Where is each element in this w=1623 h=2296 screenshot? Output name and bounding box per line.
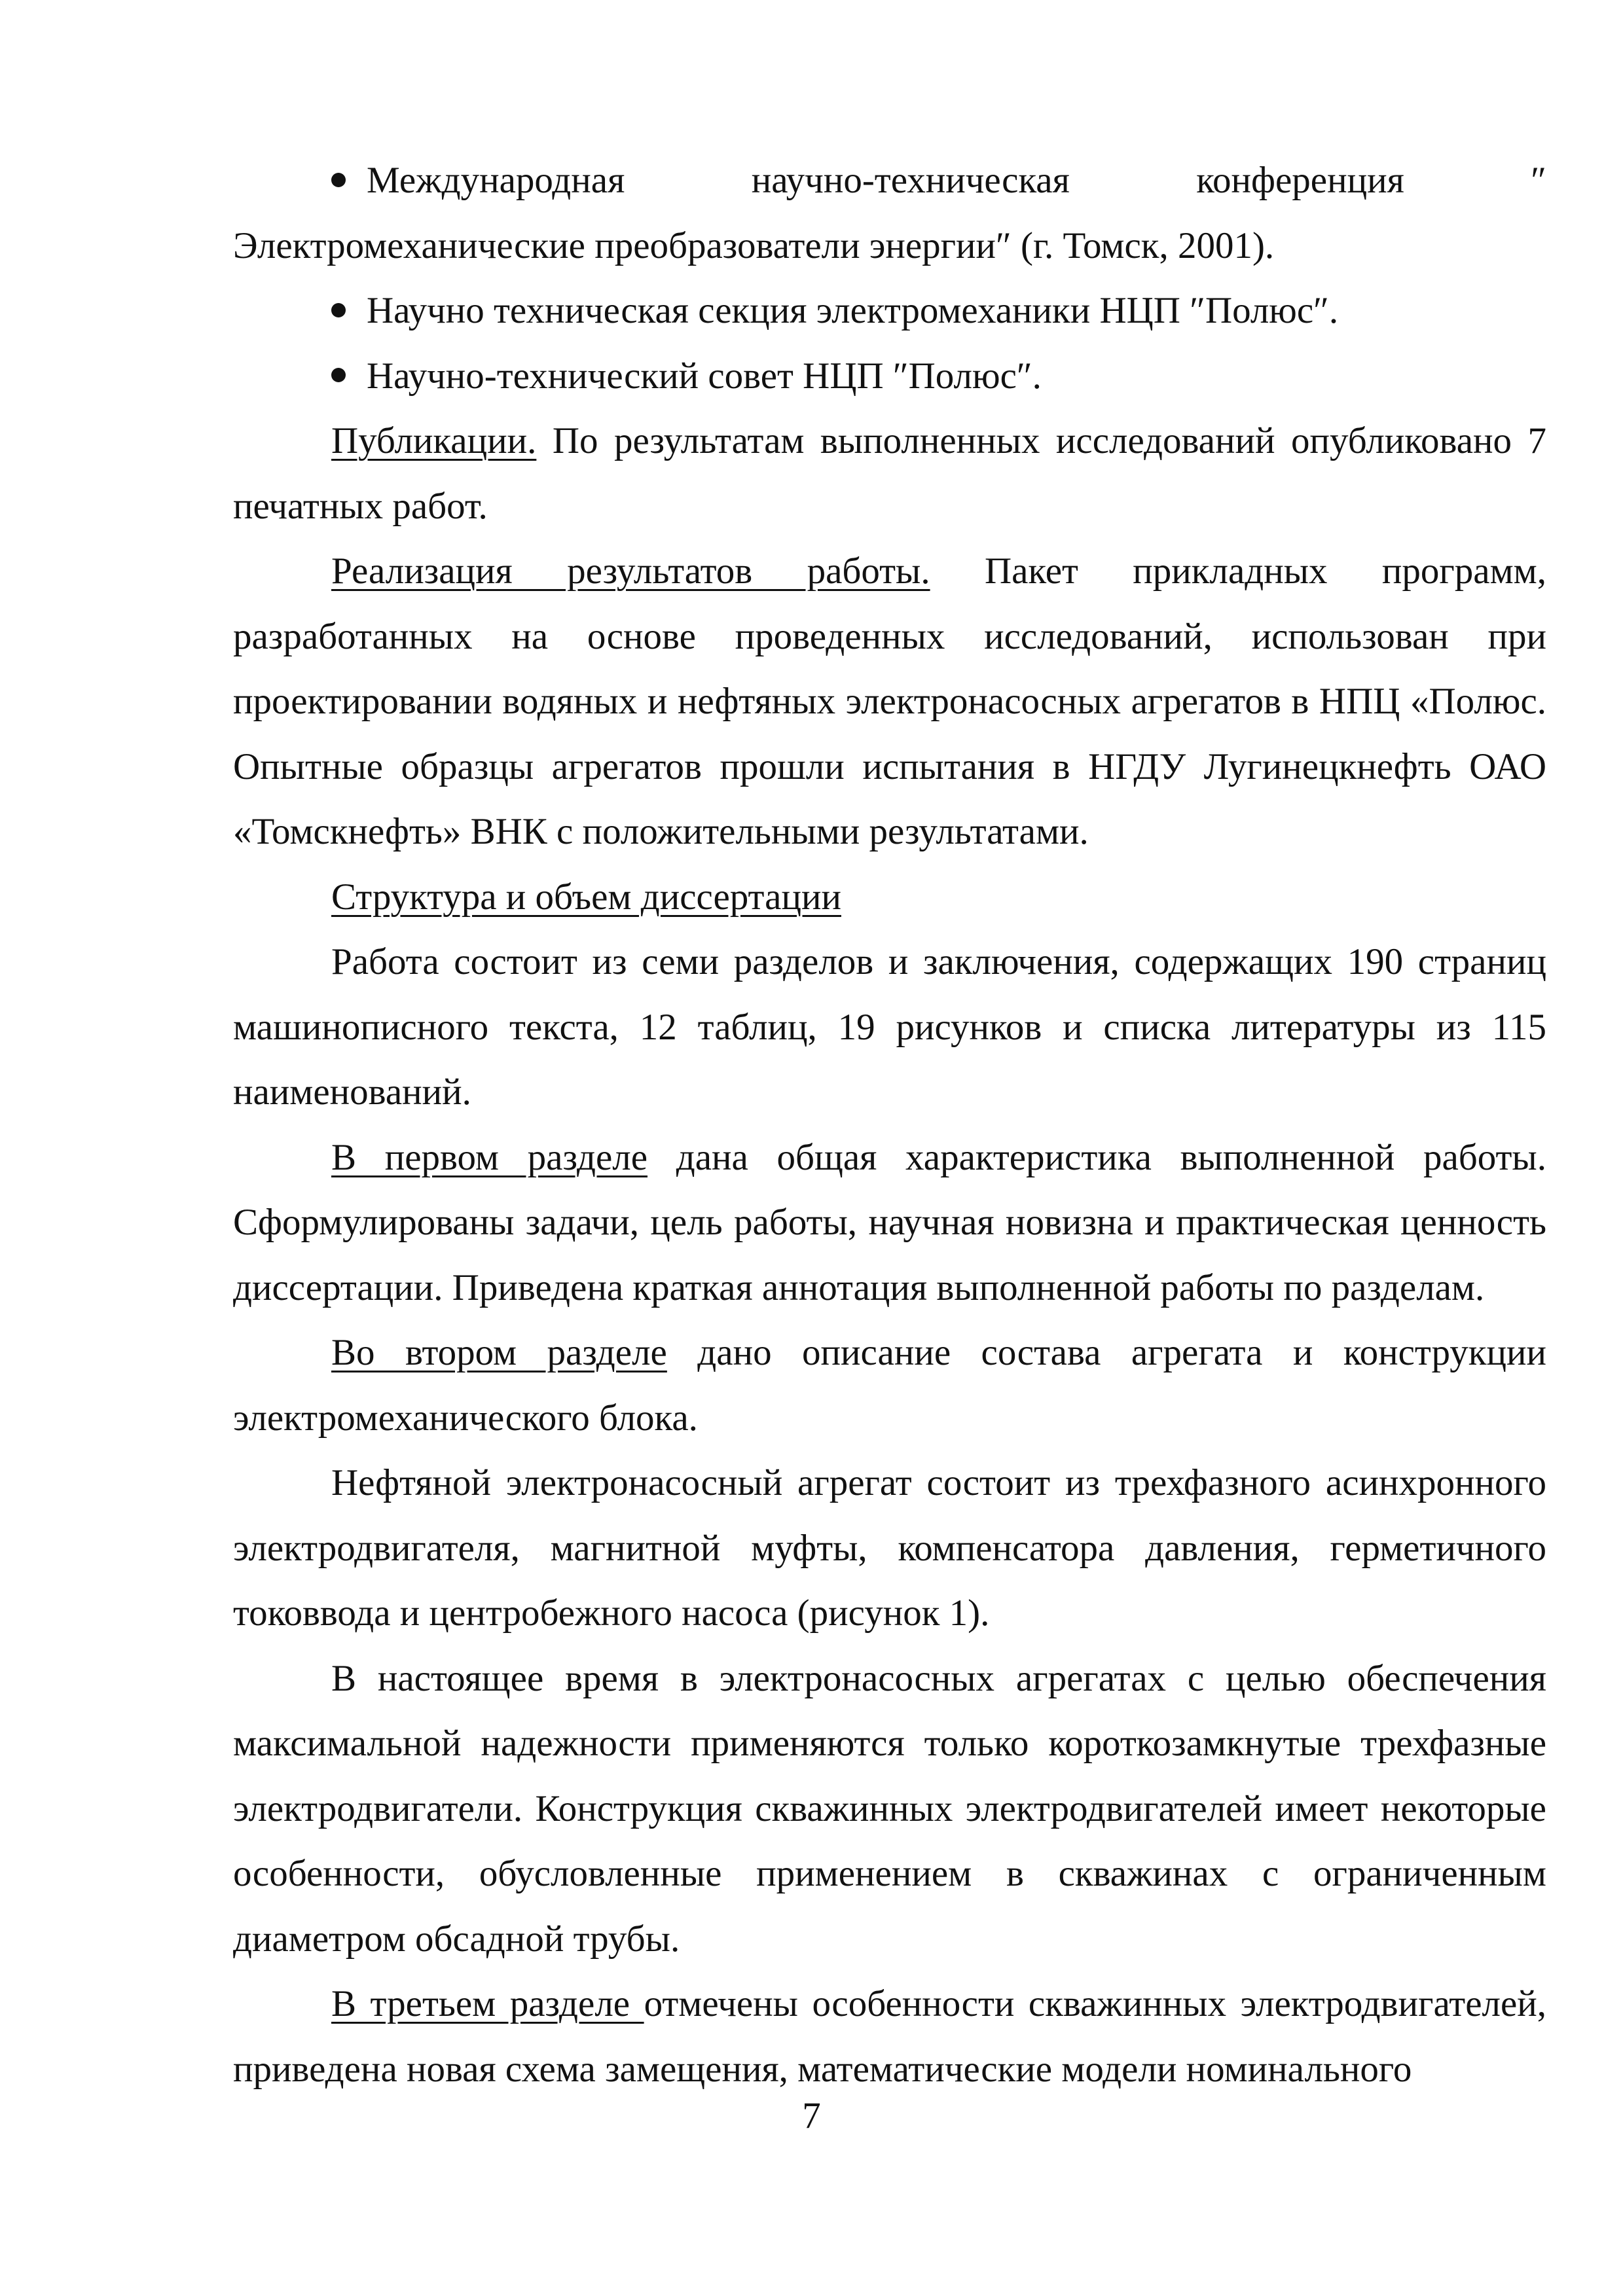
section1-text: дана общая характеристика выполненной работы. Сформулированы задачи, цель работы, научная новизна и практическая ценность диссертации. Приведена краткая аннотация выполненной работы по разделам. — [233, 1136, 1546, 1308]
section2-paragraph — [233, 1320, 1546, 1450]
section3-text: отмечены особенности скважинных электродвигателей, приведена новая схема замещения, математические модели номинального — [233, 1983, 1546, 2090]
body-text — [233, 148, 1546, 2102]
publications-text: По результатам выполненных исследований опубликовано 7 печатных работ. — [233, 420, 1546, 527]
page-number: 7 — [802, 2095, 821, 2136]
motors-paragraph: В настоящее время в электронасосных агрегатах с целью обеспечения максимальной надежности применяются только короткозамкнутые трехфазные электродвигатели. Конструкция скважинных электродвигателей имеет некоторые особенности, обусловленные применением в скважинах с ограниченным диаметром обсадной трубы. — [233, 1657, 1546, 1960]
structure-paragraph: Работа состоит из семи разделов и заключения, содержащих 190 страниц машинописного текста, 12 таблиц, 19 рисунков и списка литературы из 115 наименований. — [233, 941, 1546, 1113]
structure-heading: Структура и объем диссертации — [331, 876, 841, 918]
bullet-text: Научно-технический совет НЦП ″Полюс″. — [367, 355, 1042, 397]
bullet-text: Научно техническая секция электромеханики НЦП ″Полюс″. — [367, 290, 1339, 331]
section1-paragraph — [233, 1125, 1546, 1321]
structure-heading-paragraph — [233, 865, 1546, 930]
section2-label: Во втором разделе — [331, 1332, 667, 1373]
implementation-paragraph — [233, 539, 1546, 865]
bullet-item-section — [233, 278, 1546, 344]
bullet-text: Международная научно-техническая конференция ″ Электромеханические преобразователи энергии″ (г. Томск, 2001). — [233, 160, 1546, 266]
bullet-dot-icon — [331, 368, 346, 382]
unit-composition-paragraph: Нефтяной электронасосный агрегат состоит из трехфазного асинхронного электродвигателя, магнитной муфты, компенсатора давления, герметичного токоввода и центробежного насоса (рисунок 1). — [233, 1462, 1546, 1634]
implementation-text: Пакет прикладных программ, разработанных на основе проведенных исследований, использован при проектировании водяных и нефтяных электронасосных агрегатов в НПЦ «Полюс. Опытные образцы агрегатов прошли испытания в НГДУ Лугинецкнефть ОАО «Томскнефть» ВНК с положительными результатами. — [233, 550, 1547, 852]
bullet-item-conference — [233, 148, 1546, 278]
publications-label: Публикации. — [331, 420, 537, 461]
section3-label: В третьем разделе — [331, 1983, 644, 2024]
section1-label: В первом разделе — [331, 1136, 648, 1178]
implementation-label: Реализация результатов работы. — [331, 550, 930, 592]
section3-paragraph — [233, 1971, 1546, 2102]
bullet-dot-icon — [331, 173, 346, 187]
bullet-item-council — [233, 344, 1546, 409]
section2-text: дано описание состава агрегата и конструкции электромеханического блока. — [233, 1332, 1546, 1439]
publications-paragraph — [233, 408, 1546, 539]
bullet-dot-icon — [331, 303, 346, 317]
